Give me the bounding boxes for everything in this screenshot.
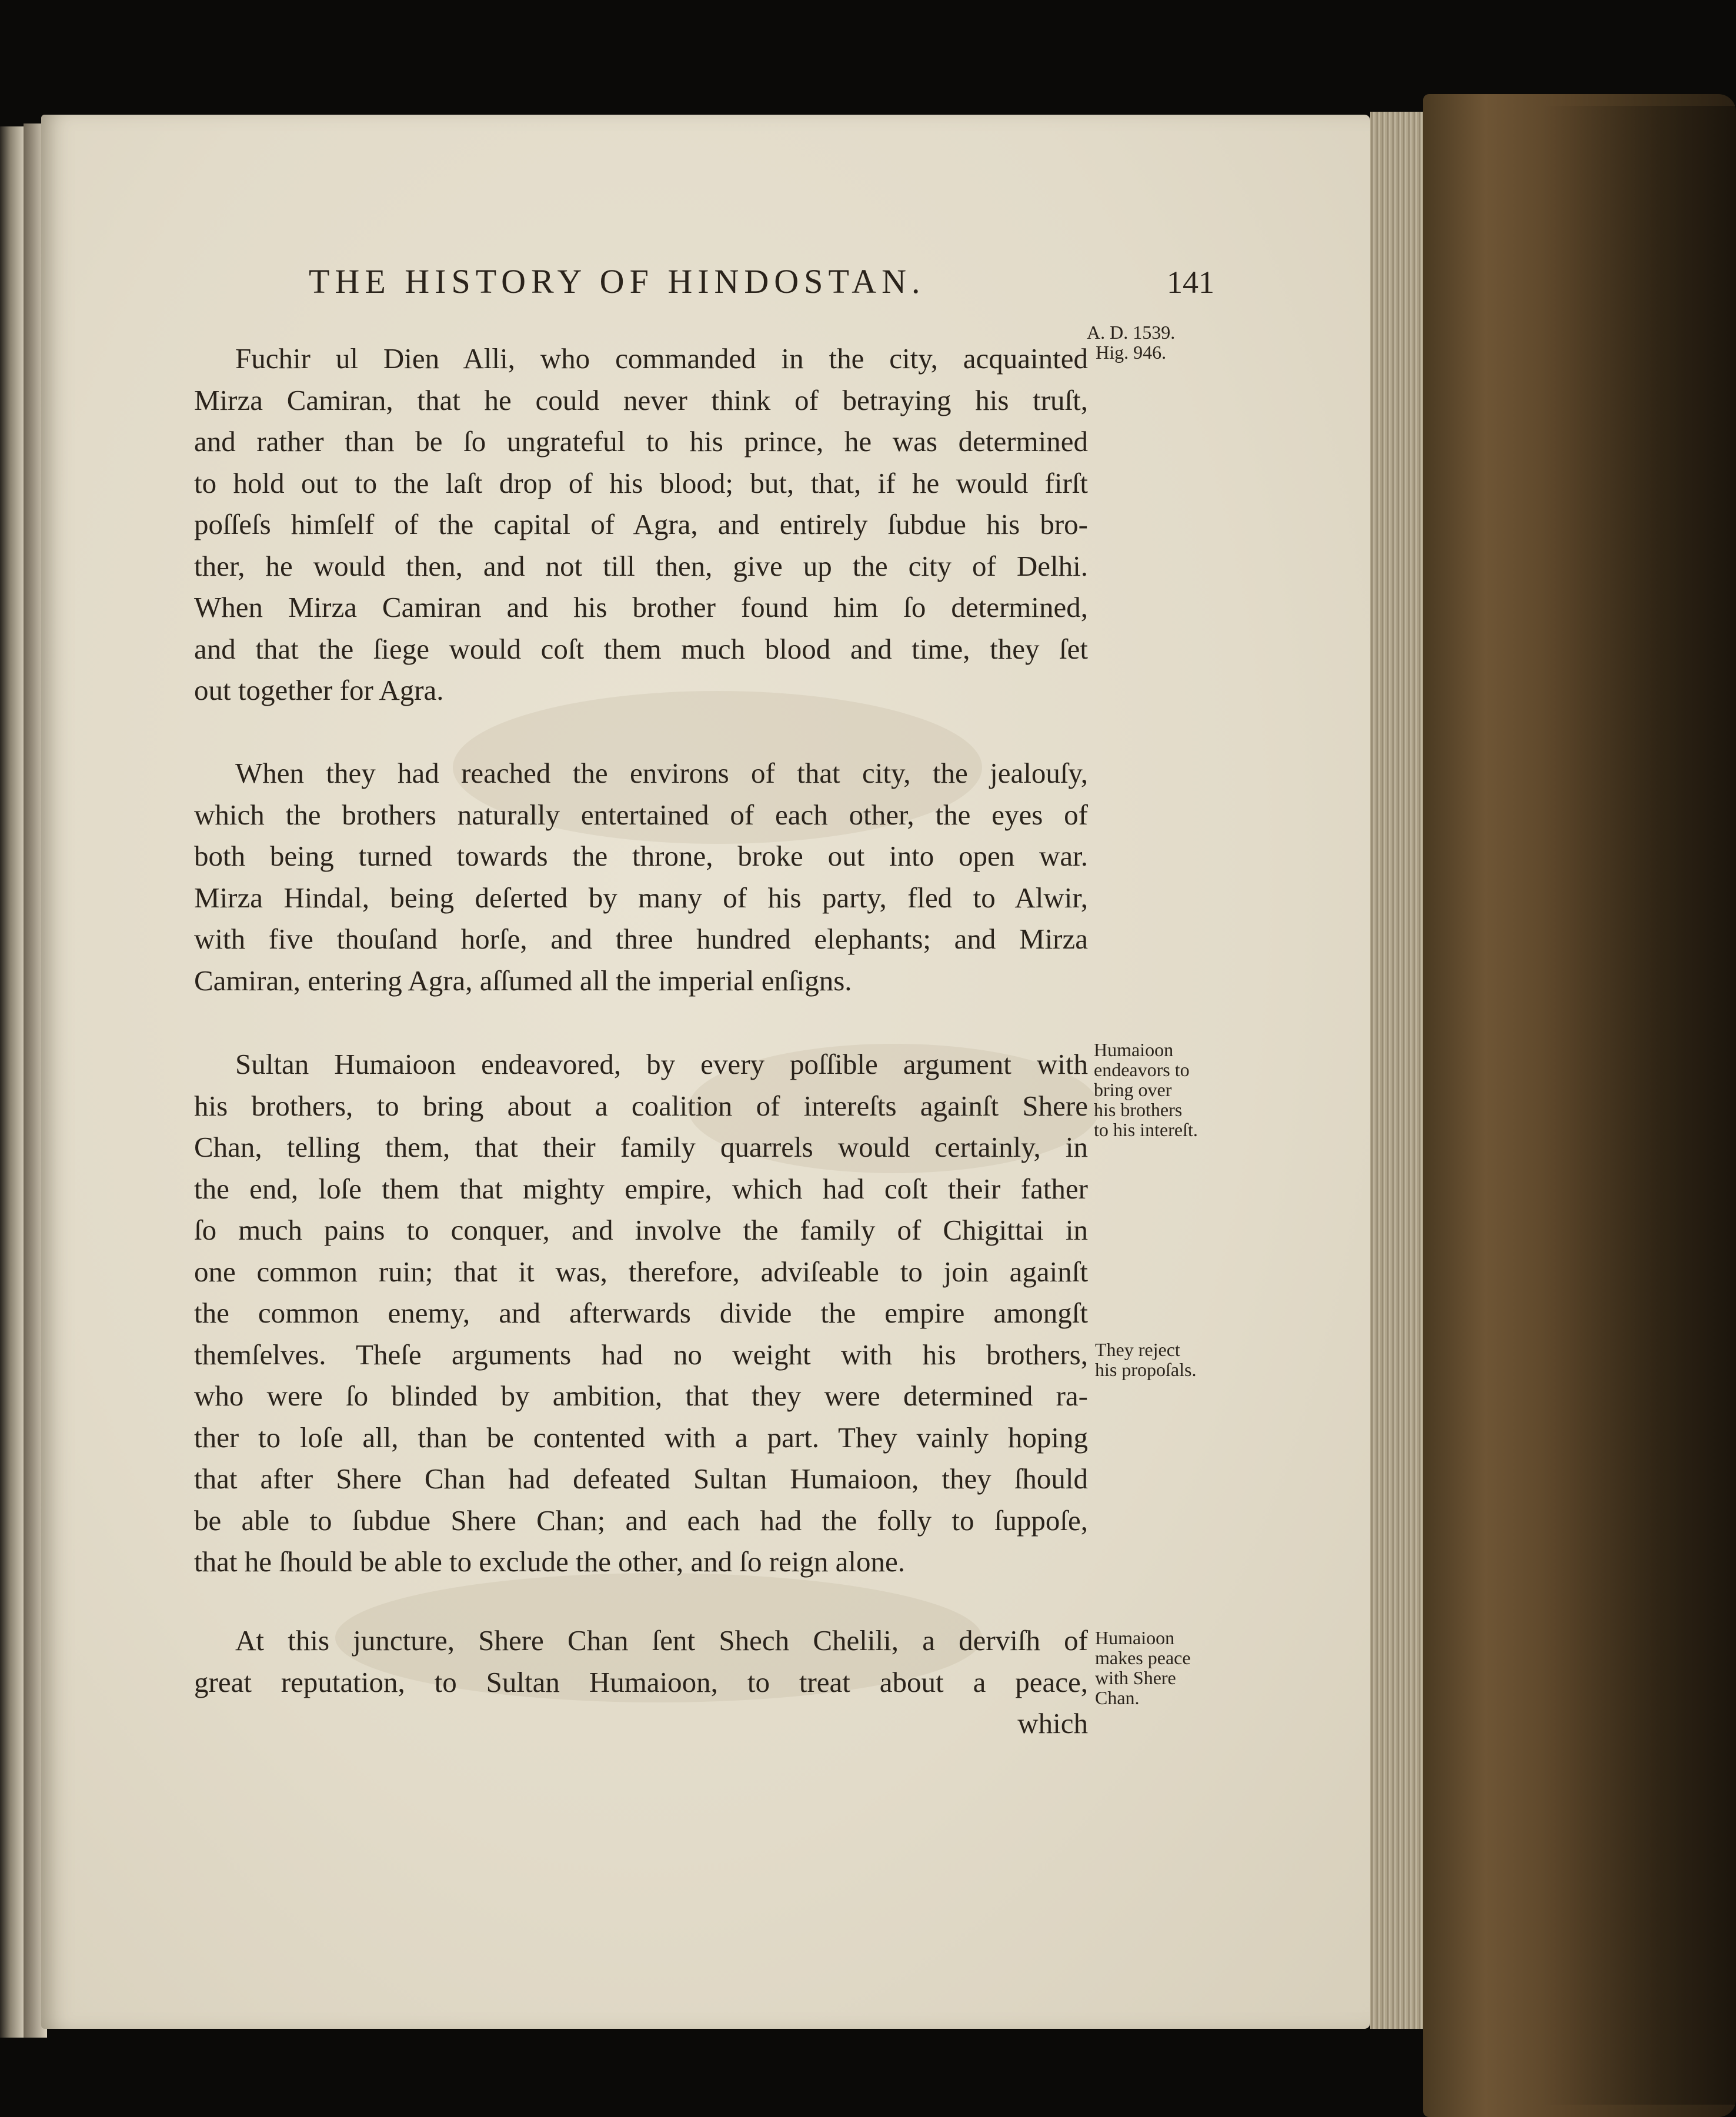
text-line: When they had reached the environs of that city, the jealouſy, bbox=[235, 757, 1088, 789]
page-number: 141 bbox=[1167, 265, 1214, 300]
text-line: Fuchir ul Dien Alli, who commanded in the city, acquainted bbox=[235, 342, 1088, 375]
margin-note-humaioon-endeavors bbox=[1094, 1040, 1198, 1140]
text-line: poſſeſs himſelf of the capital of Agra, and entirely ſubdue his bro- bbox=[194, 508, 1088, 540]
text-line: be able to ſubdue Shere Chan; and each had the folly to ſuppoſe, bbox=[194, 1504, 1088, 1537]
text-line: the end, loſe them that mighty empire, which had coſt their father bbox=[194, 1172, 1088, 1205]
text-line: ther to loſe all, than be contented with a part. They vainly hoping bbox=[194, 1421, 1088, 1454]
paragraph-1 bbox=[194, 338, 1088, 712]
text-line: Chan, telling them, that their family quarrels would certainly, in bbox=[194, 1131, 1088, 1163]
paragraph-2 bbox=[194, 753, 1088, 1001]
text-line: Camiran, entering Agra, aſſumed all the imperial enſigns. bbox=[194, 964, 852, 997]
text-line: with five thouſand horſe, and three hundred elephants; and Mirza bbox=[194, 923, 1088, 955]
margin-note-line: his brothers bbox=[1094, 1099, 1183, 1120]
text-line: Mirza Camiran, that he could never think of betraying his truſt, bbox=[194, 383, 1088, 416]
margin-note-line: endeavors to bbox=[1094, 1059, 1190, 1080]
paragraph-3 bbox=[194, 1044, 1088, 1583]
text-line: themſelves. Theſe arguments had no weight with his brothers, bbox=[194, 1338, 1088, 1371]
text-line: both being turned towards the throne, broke out into open war. bbox=[194, 840, 1088, 872]
text-line: who were ſo blinded by ambition, that they were determined ra- bbox=[194, 1380, 1088, 1412]
text-line: At this juncture, Shere Chan ſent Shech Chelili, a derviſh of bbox=[235, 1624, 1088, 1657]
margin-note-line: A. D. 1539. bbox=[1087, 322, 1176, 343]
text-line: one common ruin; that it was, therefore, adviſeable to join againſt bbox=[194, 1255, 1088, 1288]
text-line: When Mirza Camiran and his brother found him ſo determined, bbox=[194, 591, 1088, 623]
margin-note-line: makes peace bbox=[1095, 1647, 1191, 1668]
margin-note-line: Chan. bbox=[1095, 1687, 1140, 1708]
margin-note-line: bring over bbox=[1094, 1079, 1172, 1100]
text-line: out together for Agra. bbox=[194, 674, 444, 706]
text-line: his brothers, to bring about a coalition of intereſts againſt Shere bbox=[194, 1089, 1088, 1122]
text-line: which the brothers naturally entertained of each other, the eyes of bbox=[194, 798, 1088, 831]
text-line: ſo much pains to conquer, and involve the family of Chigittai in bbox=[194, 1214, 1088, 1246]
margin-note-date bbox=[1087, 322, 1175, 362]
running-head bbox=[309, 262, 1214, 301]
text-line: Mirza Hindal, being deſerted by many of his party, fled to Alwir, bbox=[194, 881, 1088, 914]
catchword: which bbox=[1017, 1707, 1088, 1739]
margin-note-line: to his intereſt. bbox=[1094, 1119, 1198, 1140]
margin-note-line: his propoſals. bbox=[1095, 1359, 1197, 1380]
text-line: that after Shere Chan had defeated Sultan Humaioon, they ſhould bbox=[194, 1462, 1088, 1495]
text-line: to hold out to the laſt drop of his blood; but, that, if he would firſt bbox=[194, 466, 1088, 499]
text-line: and rather than be ſo ungrateful to his prince, he was determined bbox=[194, 425, 1088, 458]
margin-note-line: Humaioon bbox=[1094, 1039, 1174, 1060]
text-line: Sultan Humaioon endeavored, by every poſſible argument with bbox=[235, 1048, 1088, 1080]
margin-note-they-reject bbox=[1095, 1340, 1196, 1380]
text-line: great reputation, to Sultan Humaioon, to treat about a peace, bbox=[194, 1665, 1088, 1698]
text-line: ther, he would then, and not till then, give up the city of Delhi. bbox=[194, 549, 1088, 582]
text-line: the common enemy, and afterwards divide the empire amongſt bbox=[194, 1297, 1088, 1329]
margin-note-makes-peace bbox=[1095, 1628, 1191, 1708]
margin-note-line: with Shere bbox=[1095, 1667, 1176, 1688]
text-line: and that the ſiege would coſt them much blood and time, they ſet bbox=[194, 632, 1088, 665]
margin-note-line: Humaioon bbox=[1095, 1627, 1175, 1648]
margin-note-line: They reject bbox=[1095, 1339, 1180, 1360]
paragraph-4 bbox=[194, 1620, 1088, 1745]
margin-note-line: Hig. 946. bbox=[1096, 342, 1167, 363]
text-line: that he ſhould be able to exclude the other, and ſo reign alone. bbox=[194, 1545, 906, 1578]
running-title: THE HISTORY OF HINDOSTAN. bbox=[309, 262, 926, 300]
